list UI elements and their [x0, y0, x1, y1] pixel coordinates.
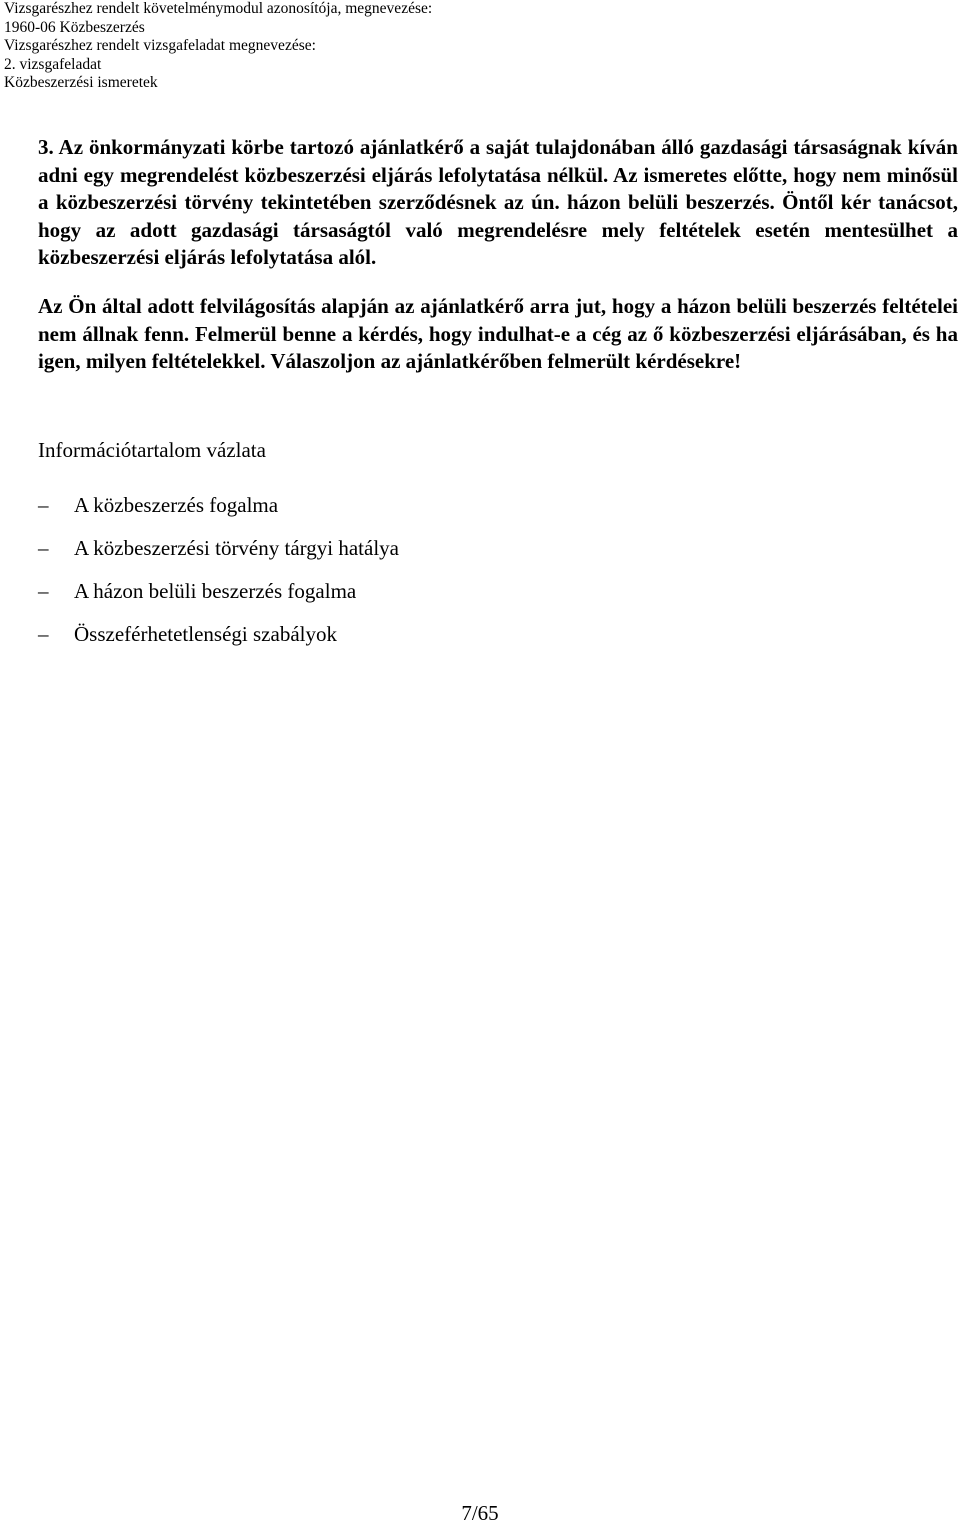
list-item: [38, 491, 399, 534]
header-module-label: Vizsgarészhez rendelt követelménymodul azonosítója, megnevezése:: [4, 0, 433, 17]
header-task-label: Vizsgarészhez rendelt vizsgafeladat megnevezése:: [4, 37, 316, 54]
dash-bullet-icon: –: [38, 536, 49, 560]
list-item-text: Összeférhetetlenségi szabályok: [74, 622, 337, 646]
list-item: [38, 620, 399, 663]
list-item: [38, 534, 399, 577]
task-description: [38, 134, 958, 376]
dash-bullet-icon: –: [38, 579, 49, 603]
task-paragraph-1: 3. Az önkormányzati körbe tartozó ajánlatkérő a saját tulajdonában álló gazdasági társaságnak kíván adni egy megrendelést közbeszerzési eljárás lefolytatása nélkül. Az ismeretes előtte, hogy nem minősül a közbeszerzési törvény tekintetében szerződésnek az ún. házon belüli beszerzés. Öntől kér tanácsot, hogy az adott gazdasági társaságtól való megrendelésre mely feltételek esetén mentesülhet a közbeszerzési eljárás lefolytatása alól.: [38, 135, 958, 270]
document-header: [4, 0, 704, 93]
header-task-number: 2. vizsgafeladat: [4, 55, 102, 73]
outline-list: [38, 491, 399, 663]
dash-bullet-icon: –: [38, 493, 49, 517]
page-number: 7/65: [461, 1501, 499, 1525]
dash-bullet-icon: –: [38, 622, 49, 646]
outline-title: Információtartalom vázlata: [38, 438, 266, 462]
header-task-name: Közbeszerzési ismeretek: [4, 74, 158, 91]
task-paragraph-2: Az Ön által adott felvilágosítás alapján az ajánlatkérő arra jut, hogy a házon belüli beszerzés feltételei nem állnak fenn. Felmerül benne a kérdés, hogy indulhat-e a cég az ő közbeszerzési eljárásában, és ha igen, milyen feltételekkel. Válaszoljon az ajánlatkérőben felmerült kérdésekre!: [38, 293, 958, 374]
list-item-text: A közbeszerzés fogalma: [74, 493, 279, 517]
list-item-text: A közbeszerzési törvény tárgyi hatálya: [74, 536, 399, 560]
list-item-text: A házon belüli beszerzés fogalma: [74, 579, 357, 603]
list-item: [38, 577, 399, 620]
header-module-value: 1960-06 Közbeszerzés: [4, 18, 145, 36]
